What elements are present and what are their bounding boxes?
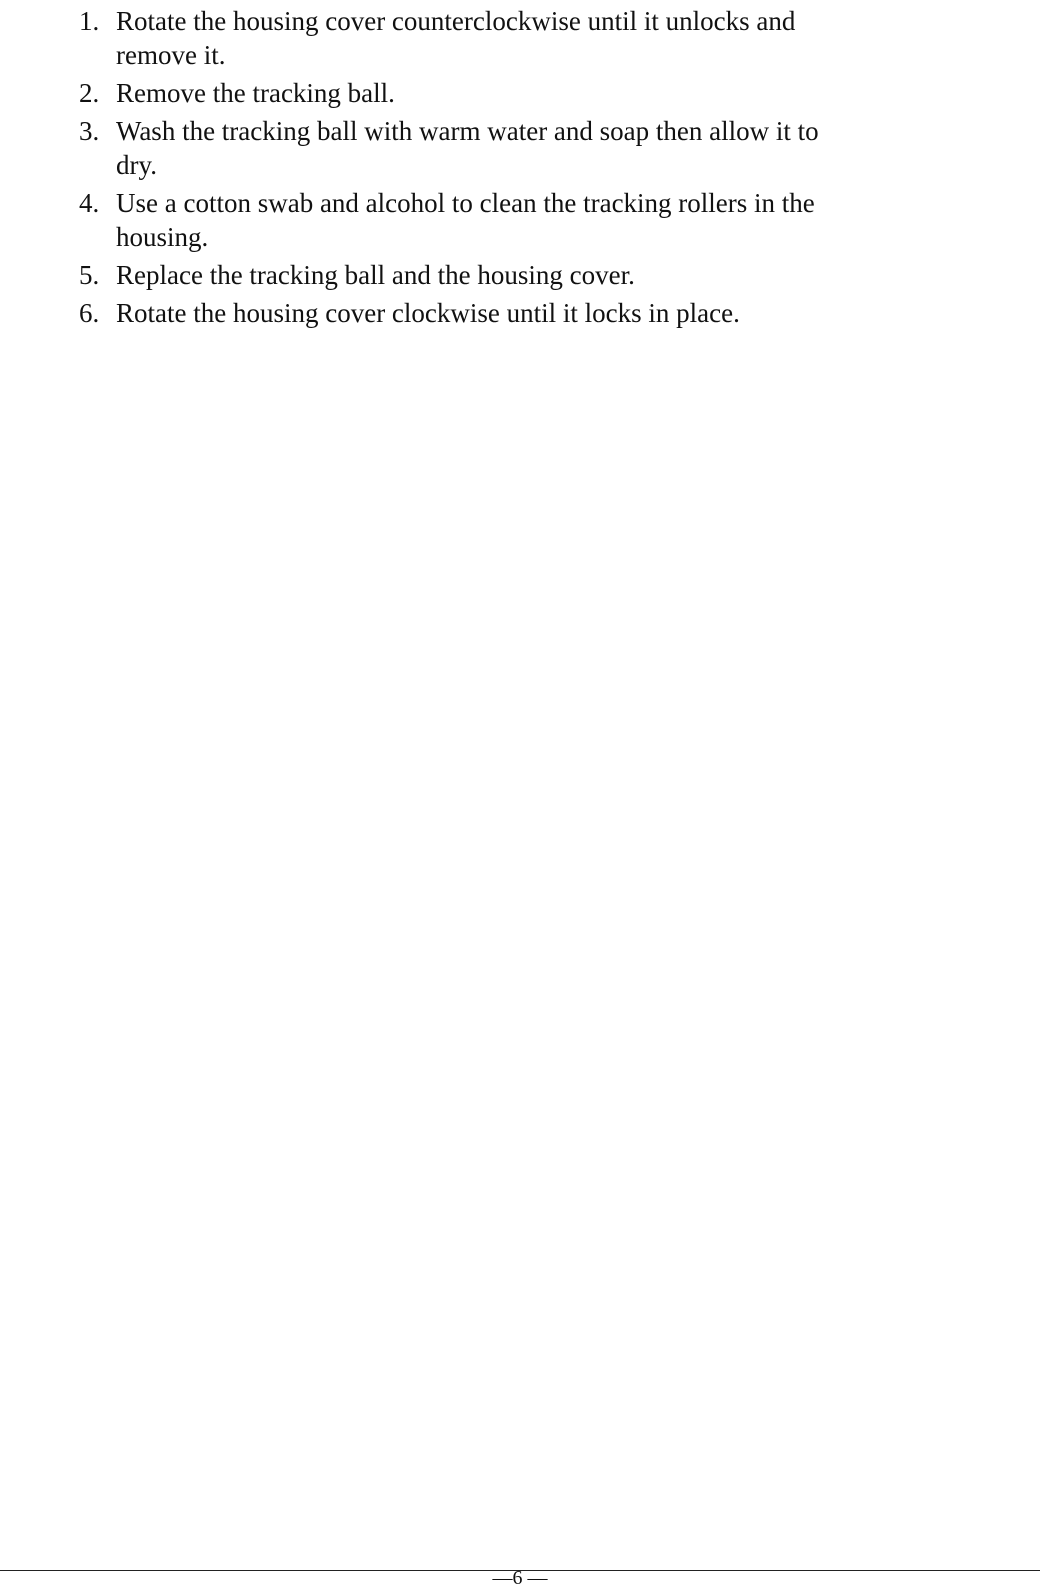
list-item [79, 296, 819, 330]
step-number: 5. [79, 260, 100, 290]
step-number: 6. [79, 298, 100, 328]
step-text: Replace the tracking ball and the housing cover. [116, 260, 635, 290]
step-text: Use a cotton swab and alcohol to clean the tracking rollers in the housing. [116, 188, 815, 252]
step-number: 3. [79, 116, 100, 146]
step-text: Rotate the housing cover counterclockwise until it unlocks and remove it. [116, 6, 796, 70]
list-item [79, 114, 819, 182]
step-text: Wash the tracking ball with warm water and soap then allow it to dry. [116, 116, 819, 180]
list-item [79, 76, 819, 110]
step-text: Remove the tracking ball. [116, 78, 395, 108]
step-number: 4. [79, 188, 100, 218]
list-item [79, 258, 819, 292]
step-text: Rotate the housing cover clockwise until it locks in place. [116, 298, 740, 328]
cleaning-steps-list [79, 4, 819, 334]
list-item [79, 186, 819, 254]
page-number: —6 — [492, 1567, 548, 1589]
step-number: 1. [79, 6, 100, 36]
step-number: 2. [79, 78, 100, 108]
list-item [79, 4, 819, 72]
